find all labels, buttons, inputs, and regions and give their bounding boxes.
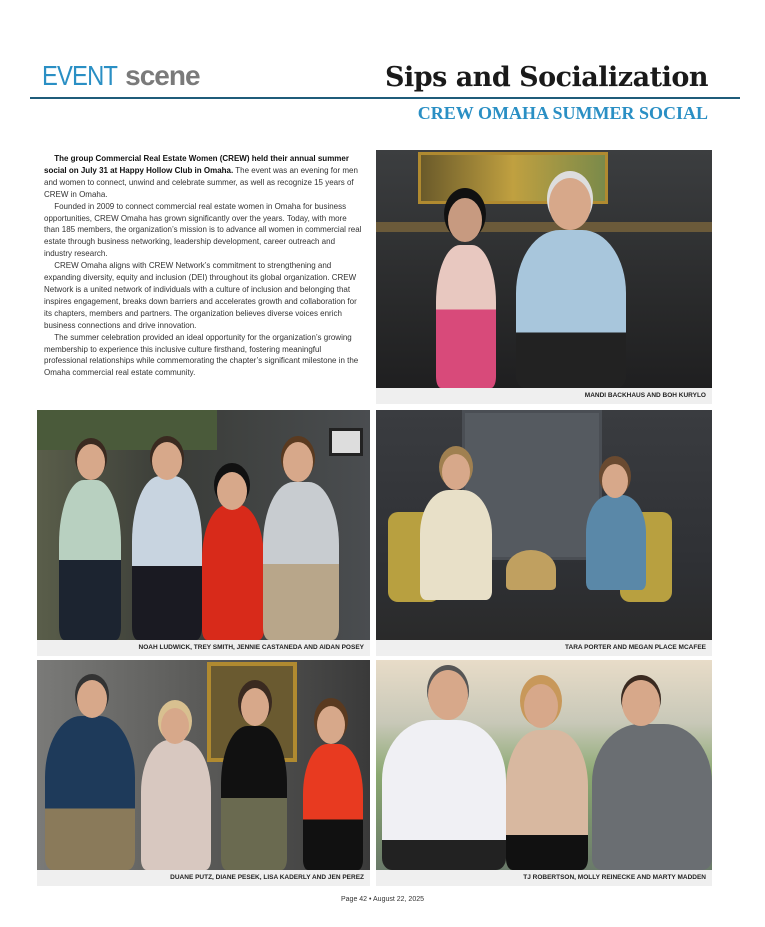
event-photo [376,410,712,640]
article-paragraph: The summer celebration provided an ideal opportunity for the organization’s growing membership to experience this inclusive culture firsthand, fostering meaningful professional relationships while commemorating the chapter’s significant milestone in the Omaha commercial real estate community. [44,331,359,378]
lead-bold: The group Commercial Real Estate Women (CREW) held their annual summer social on July 31 at Happy Hollow Club in Omaha. [44,153,349,175]
section-brand [42,60,200,92]
lead-rest: The event was an evening for men and women to connect, unwind and celebrate summer, as well as recognize 15 years of CREW in Omaha. [44,164,358,199]
event-photo [37,410,370,640]
event-photo [376,150,712,388]
photo-caption: MANDI BACKHAUS AND BOH KURYLO [376,388,712,404]
photo-caption: TJ ROBERTSON, MOLLY REINECKE AND MARTY MADDEN [376,870,712,886]
photo-caption: NOAH LUDWICK, TREY SMITH, JENNIE CASTANEDA AND AIDAN POSEY [37,640,370,656]
header-divider [30,97,740,99]
photo-caption: TARA PORTER AND MEGAN PLACE MCAFEE [376,640,712,656]
event-photo [376,660,712,870]
article-paragraph: CREW Omaha aligns with CREW Network’s commitment to strengthening and expanding diversity, equity and inclusion (DEI) throughout its global organization. CREW Network is a united network of individuals with a culture of inclusion and belonging that inspires engagement, breaks down barriers and accelerates growth and collaboration for its chapters, members and partners. The organization believes diverse voices enrich business connections and drive innovation. [44,260,357,330]
event-photo [37,660,370,870]
section-scene-label: scene [125,60,200,91]
photo-caption: DUANE PUTZ, DIANE PESEK, LISA KADERLY AND JEN PEREZ [37,870,370,886]
page-title: Sips and Socialization [384,62,708,93]
page-subtitle: CREW OMAHA SUMMER SOCIAL [417,103,708,123]
section-event-label: EVENT [42,60,118,91]
page-footer: Page 42 • August 22, 2025 [340,896,425,903]
article-body [44,153,364,379]
article-lead [44,153,364,201]
article-paragraph: Founded in 2009 to connect commercial real estate women in Omaha for business opportunities, CREW Omaha has grown significantly over the years. Today, with more than 185 members, the organization’s mission is to advance all women in commercial real estate through business networking, leadership development, career outreach and industry research. [44,200,362,259]
